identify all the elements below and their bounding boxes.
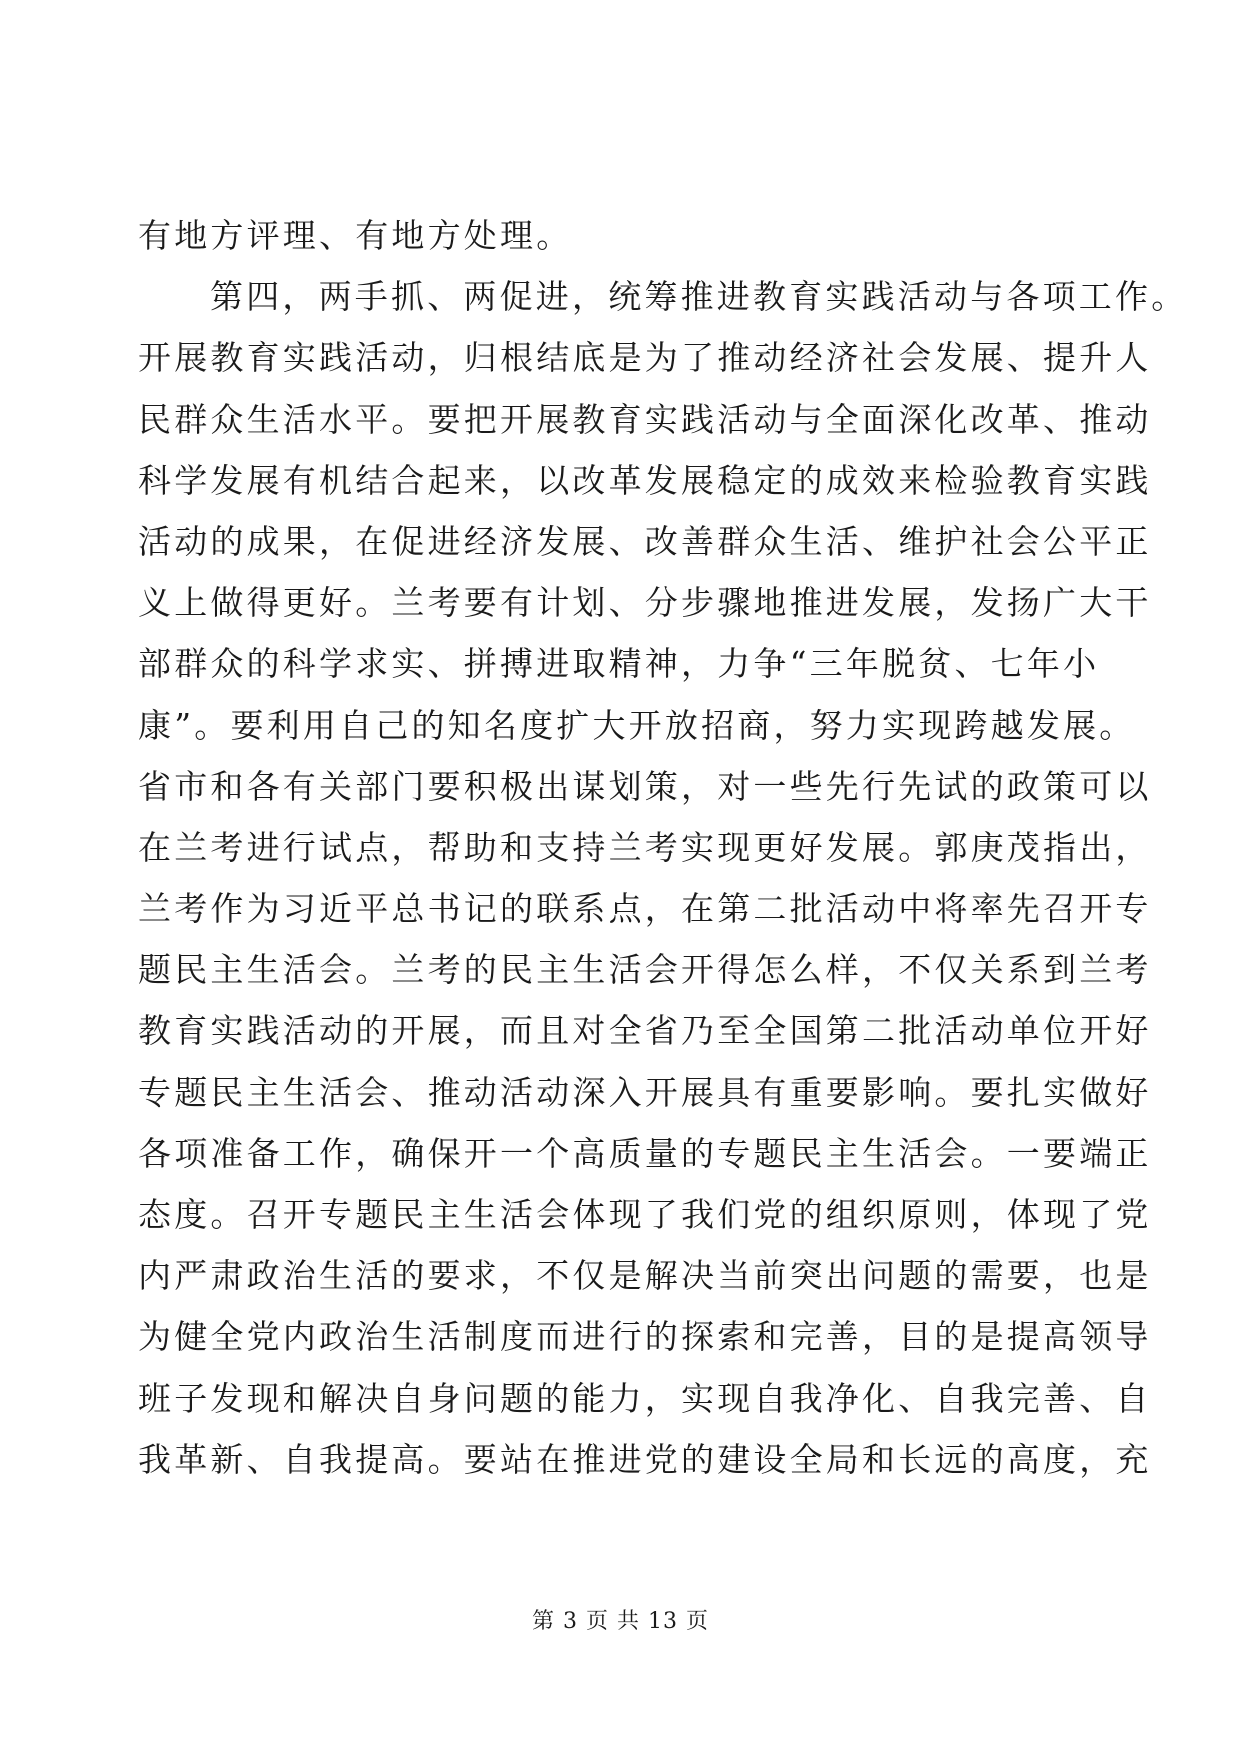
text-line: 科学发展有机结合起来，以改革发展稳定的成效来检验教育实践 bbox=[138, 460, 1152, 500]
text-line: 活动的成果，在促进经济发展、改善群众生活、维护社会公平正 bbox=[138, 521, 1152, 561]
text-line: 各项准备工作，确保开一个高质量的专题民主生活会。一要端正 bbox=[138, 1133, 1152, 1173]
text-line: 教育实践活动的开展，而且对全省乃至全国第二批活动单位开好 bbox=[138, 1011, 1152, 1051]
text-line: 题民主生活会。兰考的民主生活会开得怎么样，不仅关系到兰考 bbox=[138, 950, 1152, 990]
text-line: 部群众的科学求实、拼搏进取精神，力争“三年脱贫、七年小 bbox=[138, 644, 1100, 684]
text-line: 义上做得更好。兰考要有计划、分步骤地推进发展，发扬广大干 bbox=[138, 583, 1152, 623]
text-line: 第四，两手抓、两促进，统筹推进教育实践活动与各项工作。 bbox=[210, 277, 1188, 317]
text-line: 态度。召开专题民主生活会体现了我们党的组织原则，体现了党 bbox=[138, 1195, 1152, 1234]
text-line: 康”。要利用自己的知名度扩大开放招商，努力实现跨越发展。 bbox=[138, 705, 1136, 745]
body-text bbox=[138, 205, 1188, 1490]
text-line: 班子发现和解决自身问题的能力，实现自我净化、自我完善、自 bbox=[138, 1378, 1152, 1418]
text-line: 兰考作为习近平总书记的联系点，在第二批活动中将率先召开专 bbox=[138, 889, 1152, 929]
text-line: 开展教育实践活动，归根结底是为了推动经济社会发展、提升人 bbox=[138, 338, 1152, 378]
text-line: 为健全党内政治生活制度而进行的探索和完善，目的是提高领导 bbox=[138, 1317, 1152, 1357]
text-line: 在兰考进行试点，帮助和支持兰考实现更好发展。郭庚茂指出， bbox=[138, 827, 1152, 867]
text-line: 内严肃政治生活的要求，不仅是解决当前突出问题的需要，也是 bbox=[138, 1256, 1152, 1296]
page-number-label: 第 3 页 共 13 页 bbox=[532, 1609, 709, 1634]
text-line: 专题民主生活会、推动活动深入开展具有重要影响。要扎实做好 bbox=[138, 1072, 1152, 1112]
text-line: 省市和各有关部门要积极出谋划策，对一些先行先试的政策可以 bbox=[138, 766, 1152, 806]
text-line: 有地方评理、有地方处理。 bbox=[138, 216, 573, 255]
page-footer bbox=[0, 1604, 1241, 1635]
text-line: 民群众生活水平。要把开展教育实践活动与全面深化改革、推动 bbox=[138, 399, 1152, 439]
text-line: 我革新、自我提高。要站在推进党的建设全局和长远的高度，充 bbox=[138, 1439, 1152, 1479]
